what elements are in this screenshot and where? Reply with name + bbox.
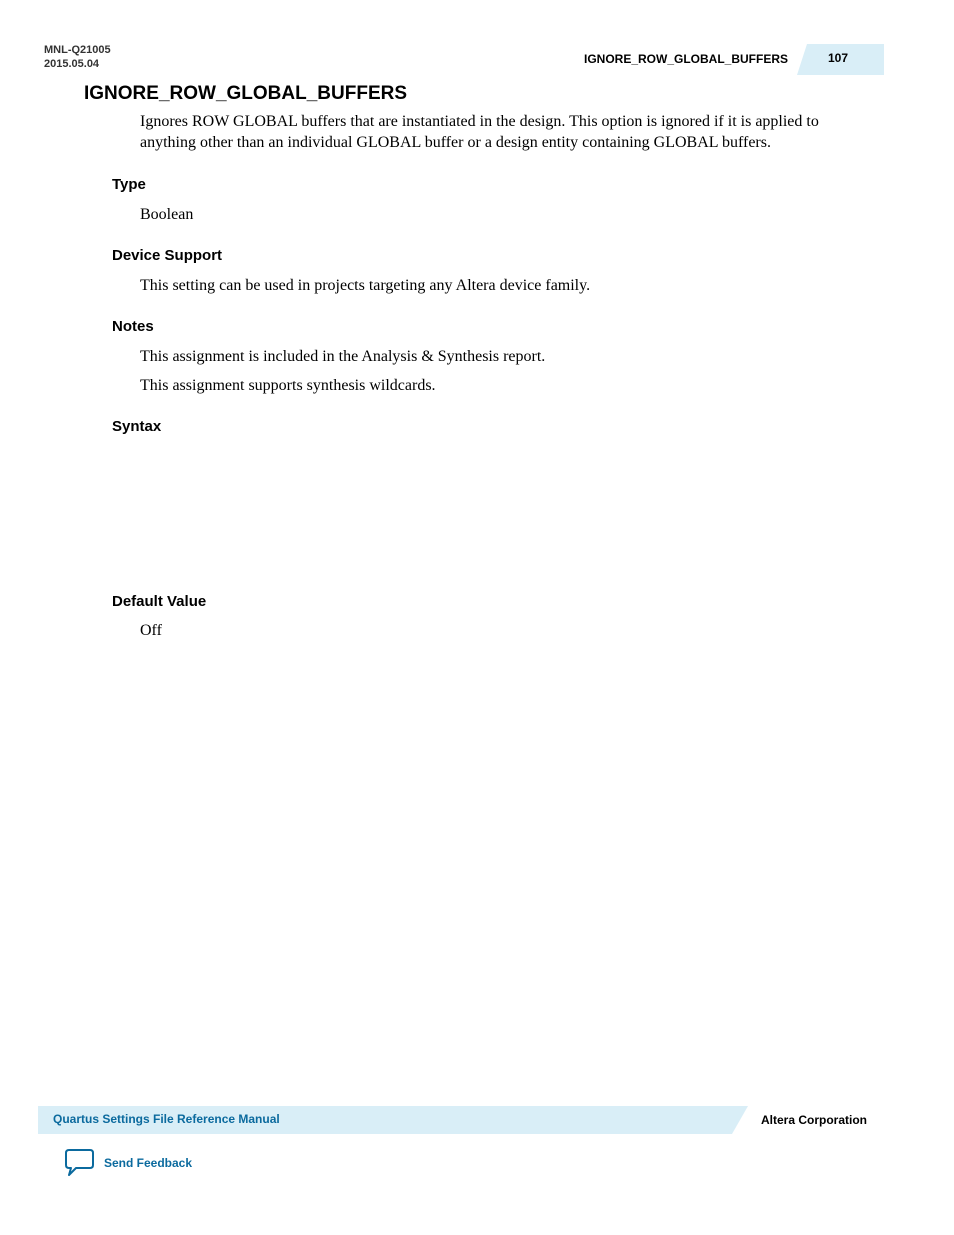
device-support-text: This setting can be used in projects targeting any Altera device family.: [140, 277, 591, 294]
notes-heading: Notes: [112, 318, 154, 335]
type-heading: Type: [112, 176, 146, 193]
syntax-heading: Syntax: [112, 418, 162, 435]
description-line-2: anything other than an individual GLOBAL buffer or a design entity containing GLOBAL buffers.: [140, 134, 771, 151]
document-id: [44, 43, 111, 71]
footer-company: Altera Corporation: [761, 1113, 868, 1127]
note-1: This assignment is included in the Analysis & Synthesis report.: [140, 348, 546, 365]
send-feedback-label: Send Feedback: [104, 1155, 193, 1170]
speech-bubble-icon: [64, 1148, 95, 1177]
doc-date: 2015.05.04: [44, 58, 100, 70]
footer-manual-title: Quartus Settings File Reference Manual: [53, 1112, 280, 1126]
running-header-title: IGNORE_ROW_GLOBAL_BUFFERS: [584, 52, 789, 66]
description-line-1: Ignores ROW GLOBAL buffers that are instantiated in the design. This option is ignored if it is applied to: [140, 113, 819, 130]
page-number: 107: [828, 51, 849, 65]
default-value: Off: [140, 622, 162, 639]
page-title: IGNORE_ROW_GLOBAL_BUFFERS: [84, 83, 408, 104]
doc-number: MNL-Q21005: [44, 44, 111, 56]
default-value-heading: Default Value: [112, 593, 207, 610]
device-support-heading: Device Support: [112, 247, 223, 264]
note-2: This assignment supports synthesis wildcards.: [140, 377, 436, 394]
type-value: Boolean: [140, 206, 194, 223]
send-feedback-link[interactable]: [64, 1148, 192, 1177]
